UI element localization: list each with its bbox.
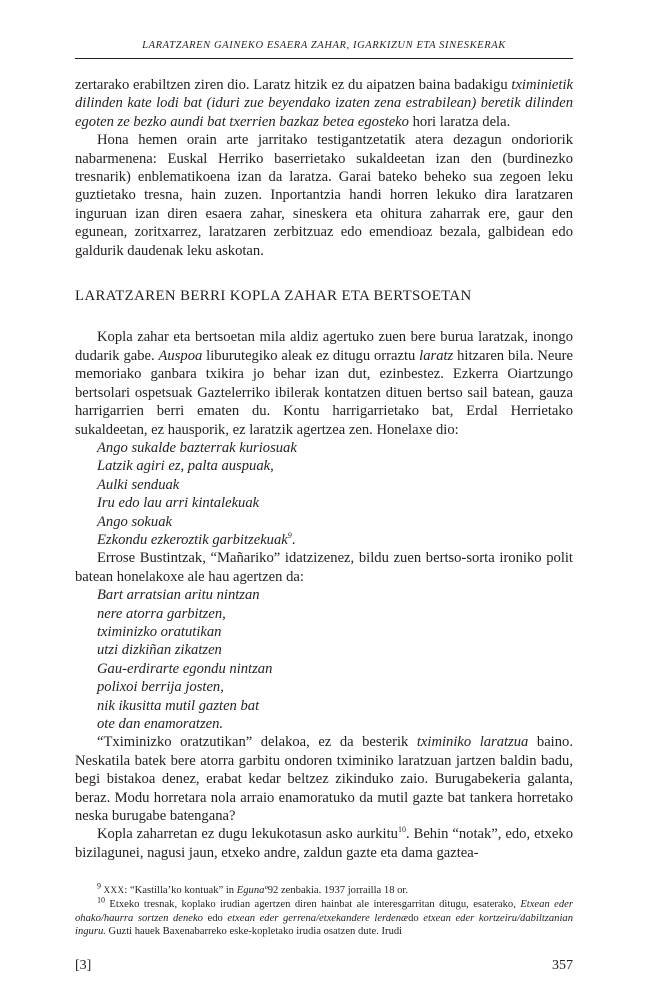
text-run: baino. Neskatila batek bere atorra garbitu ondoren tximiniko laratzuan jartzen baldin badu, begi bistakoa denez, erabat kedar beltzez zikinduko zaio. Burugabekeria galanta, beraz. Modu horretara nola arraio enamoratuko da mutil gazte bat tankera horretako neska burugabe batengana? xyxy=(75,734,573,825)
text-run: edo xyxy=(202,912,228,924)
verse-line: tximinizko oratutikan xyxy=(97,623,222,640)
text-run: hori laratza dela. xyxy=(408,113,511,130)
text-run: : “Kastilla’ko kontuak” in xyxy=(124,885,237,896)
punctuation: . xyxy=(291,531,296,548)
text-run: 92 zenbakia. 1937 jorrailla 18 or. xyxy=(267,885,409,896)
verse-line: Ango sukalde bazterrak kuriosuak xyxy=(97,439,297,456)
intro-paragraph-1 xyxy=(75,76,573,131)
text-run: zertarako erabiltzen ziren dio. Laratz hitzik ez du aipatzen baina badakigu xyxy=(75,77,512,93)
page-number: 357 xyxy=(552,958,573,973)
verse-line: Ango sokuak xyxy=(97,513,172,530)
italic-term: laratz xyxy=(419,347,454,364)
italic-quote: etxean eder kortzeiru/dabiltzanian inguru. xyxy=(75,912,574,938)
intro-paragraph-2: Hona hemen orain arte jarritako testigantzetatik atera dezagun ondoriorik nabarmenena: Euskal Herriko baserrietako sukaldeetan izan den (burdinezko tresnarik) enblematikoena izan da laratza. Garai bateko beheko sua zegoen leku guztietako tresna, hain zuzen. Inportantzia handi horren lekuko dira laratzaren inguruan izan diren esaera zahar, sineskera eta ohitura zaharrak ere, gaur den egunean, zoritxarrez, laratzaren zerbitzuaz edo emendioaz bezala, galbidean edo galdurik daudenak leku askotan. xyxy=(75,132,573,259)
verse-line: Latzik agiri ez, palta auspuak, xyxy=(97,458,274,475)
verse-line: utzi dizkiñan zikatzen xyxy=(97,642,222,659)
verse-line: Bart arratsian aritu nintzan xyxy=(97,587,260,604)
footnotes xyxy=(75,881,574,939)
section-paragraph-2: Errose Bustintzak, “Mañariko” idatzizenez, bildu zuen bertso-sorta ironiko polit batean honelakoxe ale hau agertzen da: xyxy=(75,550,573,585)
footnote-ref: 9 xyxy=(287,531,292,541)
italic-title: Egunaº xyxy=(236,885,268,896)
text-run: . Behin “notak”, edo, etxeko bizilagunei, nagusi jaun, etxeko andre, zaldun gazte eta dama gaztea- xyxy=(75,826,573,861)
page-marker: [3] xyxy=(75,958,92,973)
footnote-10 xyxy=(75,895,574,939)
text-run: Kopla zahar eta bertsoetan mila aldiz agertuko zuen bere burua laratzak, inongo dudarik gabe. xyxy=(75,329,573,364)
section-paragraph-4 xyxy=(75,825,573,862)
main-text xyxy=(75,76,573,862)
verse-line: Iru edo lau arri kintalekuak xyxy=(97,495,260,512)
italic-quote: Etxean eder ohako/haurra sortzen deneko xyxy=(75,898,573,924)
verse-line: Aulki senduak xyxy=(97,476,180,493)
text-run: “Tximinizko oratzutikan” delakoa, ez da besterik xyxy=(97,734,417,751)
section-paragraph-1 xyxy=(75,328,573,438)
footnote-number: 10 xyxy=(97,895,105,905)
verse-text: Ezkondu ezkeroztik garbitzekuak xyxy=(97,531,288,548)
verse-line: nere atorra garbitzen, xyxy=(97,605,226,622)
header-rule xyxy=(75,58,573,59)
small-caps-name: XXX xyxy=(103,885,125,895)
verse-line: Gau-erdirarte egondu nintzan xyxy=(97,660,273,677)
verse-line: nik ikusitta mutil gazten bat xyxy=(97,697,260,714)
verse-line: polixoi berrija josten, xyxy=(97,679,224,696)
text-run: Etxeko tresnak, koplako irudian agertzen diren hainbat ale interesgarritan ditugu, esaterako, xyxy=(105,898,521,910)
text-run: hitzaren bila. Neure memoriako ganbara txikira jo behar izan dut, ezinbestez. Ezkerra Oiartzungo bertsolari ospetsuak Gaztelerriko ibilerak kontatzen dituen bertso sail batean, gauza harrigarrien berri ematen du. Kontu harrigarrietako bat, Erdal Herrietako sukaldeetan, ez hausporik, ez laratzik agertzea zen. Honelaxe dio: xyxy=(75,347,574,438)
section-title: LARATZAREN BERRI KOPLA ZAHAR ETA BERTSOETAN xyxy=(75,288,472,305)
verse-line xyxy=(97,531,573,549)
text-run: do xyxy=(408,912,424,924)
text-run: Guzti hauek Baxenabarreko eske-kopletako irudia osatzen dute. Irudi xyxy=(105,926,403,938)
footnote-number: 9 xyxy=(97,881,101,891)
text-run: Kopla zaharretan ez dugu lekukotasun asko aurkitu xyxy=(97,826,398,843)
footnote-ref: 10 xyxy=(397,825,406,835)
text-run: liburutegiko aleak ez ditugu orraztu xyxy=(202,347,420,364)
footnote-9 xyxy=(75,881,573,898)
running-head: LARATZAREN GAINEKO ESAERA ZAHAR, IGARKIZUN ETA SINESKERAK xyxy=(142,40,506,51)
italic-term: Auspoa xyxy=(158,347,203,364)
quoted-italic-text: tximinietik dilinden kate lodi bat (iduri zue beyendako izaten zena estrabilean) beretik dilinden egoten ze bezko aundi bat txerrien bazkaz betea egosteko xyxy=(75,77,573,130)
verse-block-1 xyxy=(75,439,573,549)
verse-block-2 xyxy=(75,586,573,733)
italic-quote: etxean eder gerrena/etxekandere lerdenæ xyxy=(227,912,409,924)
verse-line: ote dan enamoratzen. xyxy=(97,716,224,732)
italic-term: tximiniko laratzua xyxy=(416,734,529,751)
section-paragraph-3 xyxy=(75,733,573,825)
